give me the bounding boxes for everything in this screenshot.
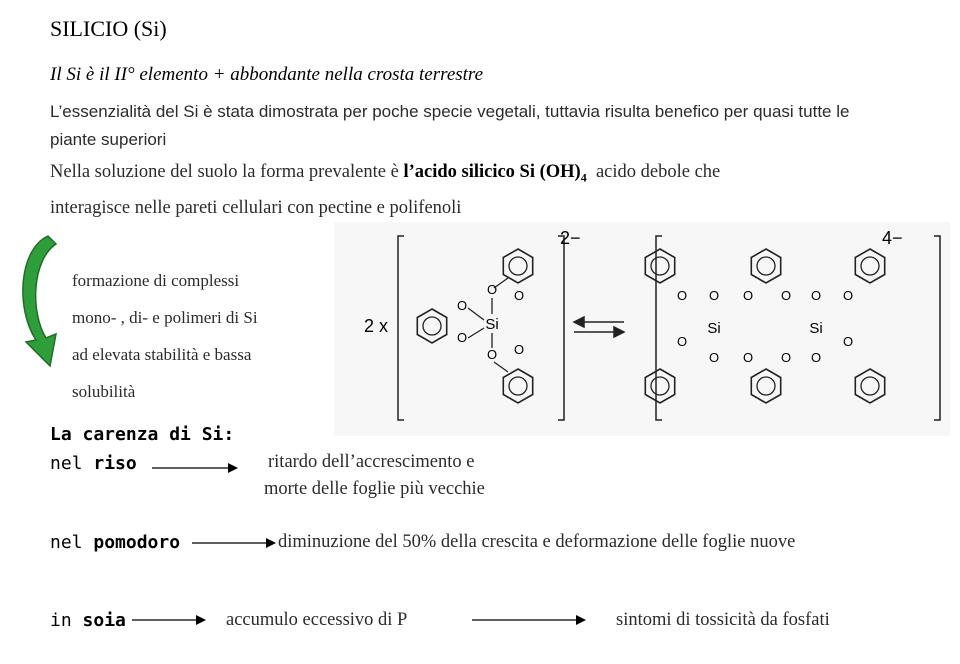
formation-line-1: formazione di complessi — [72, 271, 240, 290]
svg-text:Si: Si — [485, 316, 499, 333]
page-title: SILICIO (Si) — [50, 16, 167, 41]
svg-text:Si: Si — [809, 320, 823, 337]
svg-text:O: O — [810, 350, 822, 365]
formula-subscript: 4 — [580, 170, 587, 185]
svg-text:O: O — [842, 334, 854, 349]
svg-text:O: O — [513, 342, 525, 357]
intro-line-2: piante superiori — [50, 130, 167, 149]
svg-text:O: O — [742, 288, 754, 303]
svg-text:O: O — [486, 347, 498, 362]
deficiency-heading: La carenza di Si: — [50, 424, 235, 445]
intro-line-1: L’essenzialità del Si è stata dimostrata per poche specie vegetali, tuttavia risulta benefico per quasi tutte le — [50, 102, 850, 121]
complex-formation-text — [72, 262, 258, 410]
svg-text:O: O — [708, 350, 720, 365]
crop-soy: in soia — [50, 610, 126, 631]
formation-line-3: ad elevata stabilità e bassa — [72, 345, 252, 364]
silicon-catechol-complex-diagram — [334, 222, 950, 436]
svg-text:O: O — [486, 282, 498, 297]
soil-solution-line-2: interagisce nelle pareti cellulari con pectine e polifenoli — [50, 198, 462, 218]
rice-effect-1: ritardo dell’accrescimento e — [268, 452, 475, 472]
svg-text:O: O — [742, 350, 754, 365]
rice-effect-2: morte delle foglie più vecchie — [264, 479, 485, 499]
svg-text:Si: Si — [707, 320, 721, 337]
svg-text:O: O — [676, 288, 688, 303]
arrow-right-icon — [130, 610, 210, 630]
soy-effect-2: sintomi di tossicità da fosfati — [616, 610, 830, 630]
crop-rice: nel riso — [50, 453, 137, 474]
svg-text:O: O — [456, 330, 468, 345]
formation-line-2: mono- , di- e polimeri di Si — [72, 308, 258, 327]
svg-text:O: O — [842, 288, 854, 303]
soy-effect-1: accumulo eccessivo di P — [226, 610, 408, 630]
svg-text:O: O — [810, 288, 822, 303]
multiplier-label: 2 x — [364, 316, 389, 336]
soil-text-prefix: Nella soluzione del suolo la forma prevalente è — [50, 162, 399, 182]
svg-text:O: O — [708, 288, 720, 303]
charge-2-minus: 2− — [560, 228, 581, 248]
soil-solution-paragraph — [50, 162, 720, 186]
svg-text:O: O — [780, 350, 792, 365]
svg-text:O: O — [676, 334, 688, 349]
curved-arrow-icon — [12, 230, 72, 370]
arrow-right-icon — [190, 533, 280, 553]
tomato-effect: diminuzione del 50% della crescita e deformazione delle foglie nuove — [278, 532, 796, 552]
svg-text:O: O — [513, 288, 525, 303]
charge-4-minus: 4− — [882, 228, 903, 248]
arrow-right-icon — [470, 610, 590, 630]
formation-line-4: solubilità — [72, 382, 136, 401]
intro-paragraph — [50, 98, 849, 154]
svg-text:O: O — [780, 288, 792, 303]
subtitle: Il Si è il II° elemento + abbondante nella crosta terrestre — [50, 64, 484, 85]
arrow-right-icon — [150, 458, 240, 478]
svg-text:O: O — [456, 298, 468, 313]
soil-text-suffix: acido debole che — [595, 162, 721, 182]
crop-tomato: nel pomodoro — [50, 532, 181, 553]
silicic-acid-label: l’acido silicico Si $(OH)_4$ — [403, 162, 587, 185]
